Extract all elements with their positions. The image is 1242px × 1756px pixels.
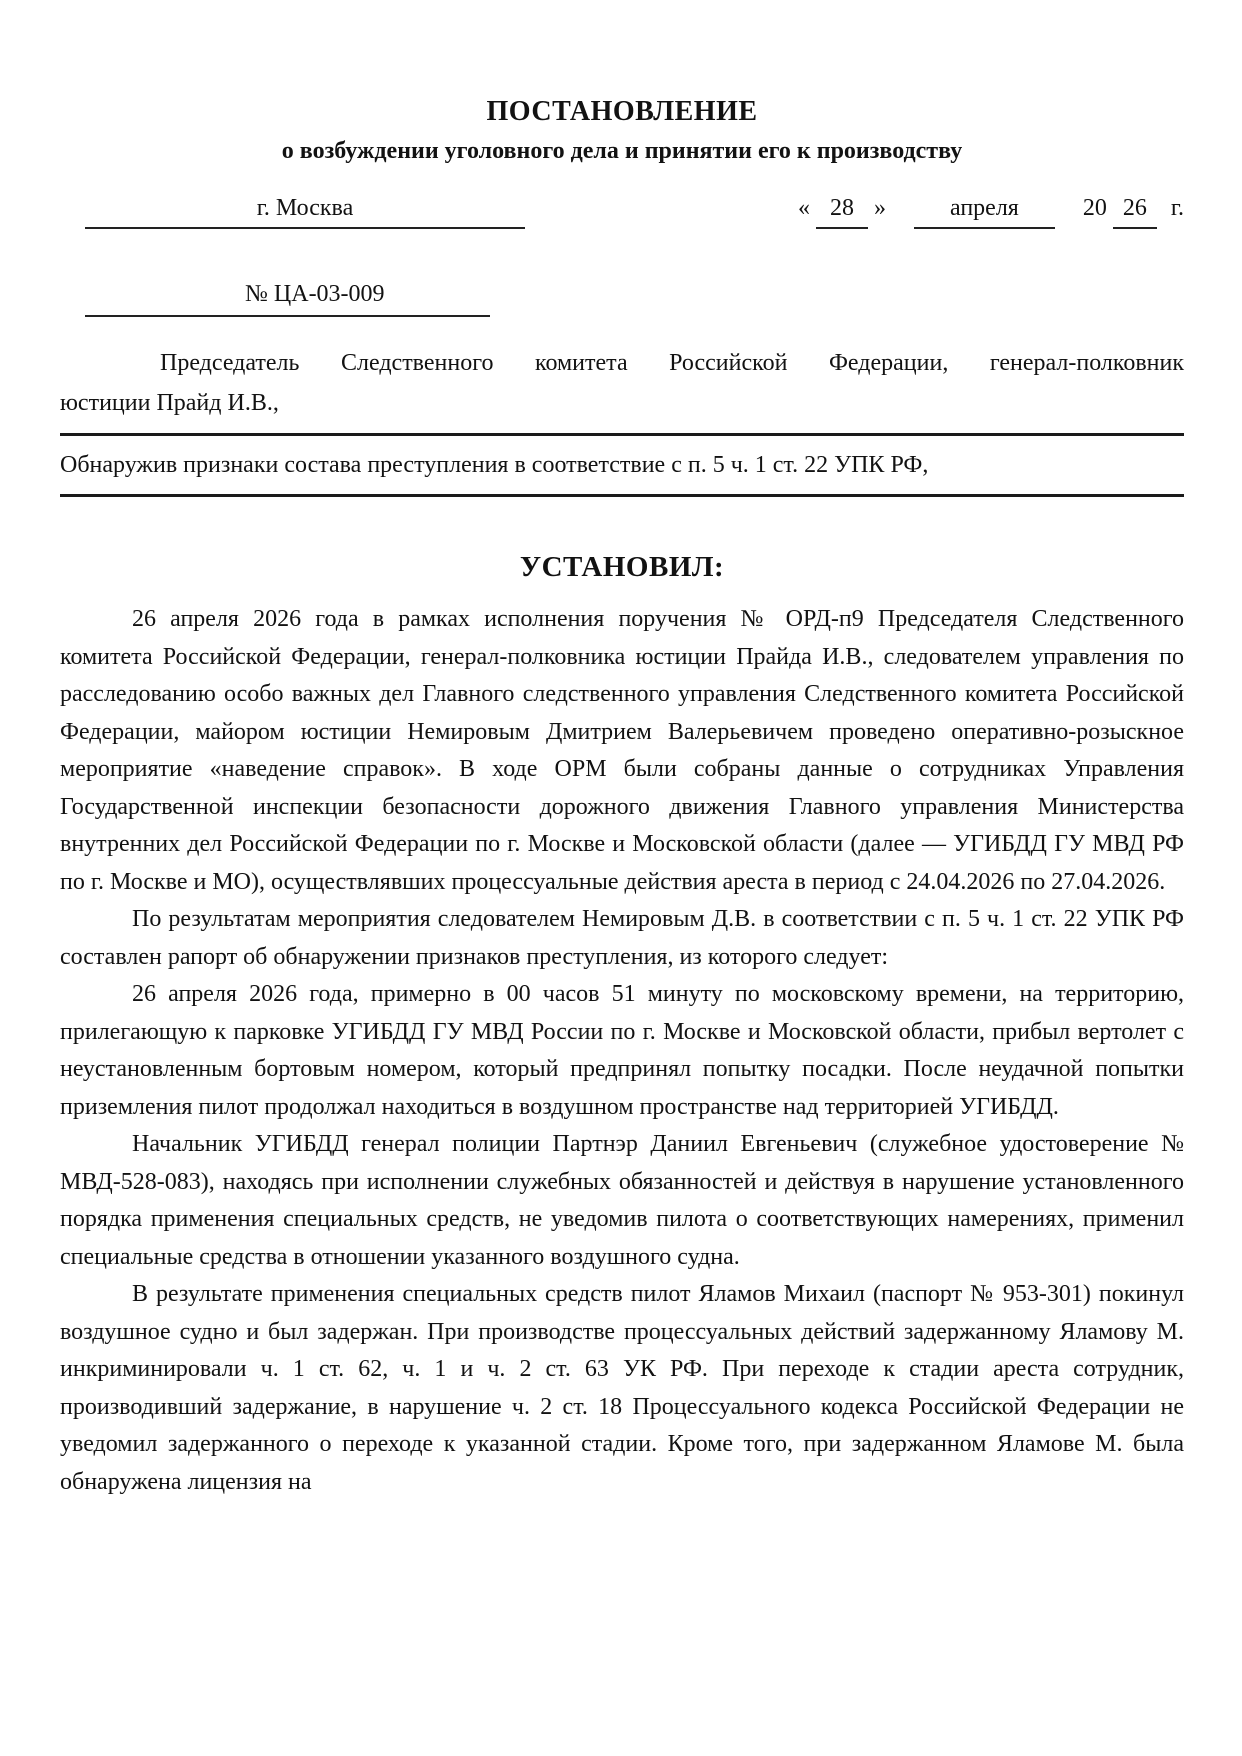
case-number-value: № ЦА-03-009 [245,281,385,307]
date-year-prefix: 20 [1082,195,1107,221]
paragraph-2: По результатам мероприятия следователем Немировым Д.В. в соответствии с п. 5 ч. 1 ст. 22 УПК РФ составлен рапорт об обнаружении признаков преступления, из которого следует: [60,906,1184,970]
case-number-row [60,277,1184,317]
date-quote-close: » [874,195,886,221]
officer-line-1: Председатель Следственного комитета Российской Федерации, генерал-полковник [160,350,1184,376]
paragraph-1: 26 апреля 2026 года в рамках исполнения поручения № ОРД-п9 Председателя Следственного комитета Российской Федерации, генерал-полковника юстиции Прайда И.В., следователем управления по расследованию особо важных дел Главного следственного управления Следственного комитета Российской Федерации, майором юстиции Немировым Дмитрием Валерьевичем проведено оперативно-розыскное мероприятие «наведение справок». В ходе ОРМ были собраны данные о сотрудниках Управления Государственной инспекции безопасности дорожного движения Главного управления Министерства внутренних дел Российской Федерации по г. Москве и Московской области (далее — УГИБДД ГУ МВД РФ по г. Москве и МО), осуществлявших процессуальные действия ареста в период с 24.04.2026 по 27.04.2026. [60,606,1184,895]
city-field [85,191,525,229]
city-date-row [60,191,1184,231]
document-title: ПОСТАНОВЛЕНИЕ [486,96,758,127]
officer-block [60,343,1184,423]
document-subtitle: о возбуждении уголовного дела и принятии его к производству [281,138,963,164]
date-day-field: 28 [816,191,868,229]
date-month-field: апреля [914,191,1055,229]
separator-line-top [60,433,1184,436]
document-body [60,601,1184,1501]
date-year-field: 26 [1113,191,1157,229]
paragraph-5: В результате применения специальных средств пилот Яламов Михаил (паспорт № 953-301) покинул воздушное судно и был задержан. При производстве процессуальных действий задержанному Яламову М. инкриминировали ч. 1 ст. 62, ч. 1 и ч. 2 ст. 63 УК РФ. При переходе к стадии ареста сотрудник, производивший задержание, в нарушение ч. 2 ст. 18 Процессуального кодекса Российской Федерации не уведомил задержанного о переходе к указанной стадии. Кроме того, при задержанном Яламове М. была обнаружена лицензия на [60,1281,1184,1495]
paragraph-4: Начальник УГИБДД генерал полиции Партнэр Даниил Евгеньевич (служебное удостоверение № МВД-528-083), находясь при исполнении служебных обязанностей и действуя в нарушение установленного порядка применения специальных средств, не уведомив пилота о соответствующих намерениях, применил специальные средства в отношении указанного воздушного судна. [60,1131,1184,1270]
date-field [798,191,1184,231]
officer-line-2: юстиции Прайд И.В., [60,390,279,416]
date-year-abbrev: г. [1170,195,1184,221]
case-number-field [85,277,490,317]
discovery-statement: Обнаружив признаки состава преступления в соответствие с п. 5 ч. 1 ст. 22 УПК РФ, [60,452,929,478]
city-value: г. Москва [256,195,354,221]
separator-line-bottom [60,494,1184,497]
established-heading: УСТАНОВИЛ: [519,551,725,583]
paragraph-3: 26 апреля 2026 года, примерно в 00 часов 51 минуту по московскому времени, на территорию, прилегающую к парковке УГИБДД ГУ МВД России по г. Москве и Московской области, прибыл вертолет с неустановленным бортовым номером, который предпринял попытку посадки. После неудачной попытки приземления пилот продолжал находиться в воздушном пространстве над территорией УГИБДД. [60,981,1184,1120]
date-quote-open: « [798,195,810,221]
